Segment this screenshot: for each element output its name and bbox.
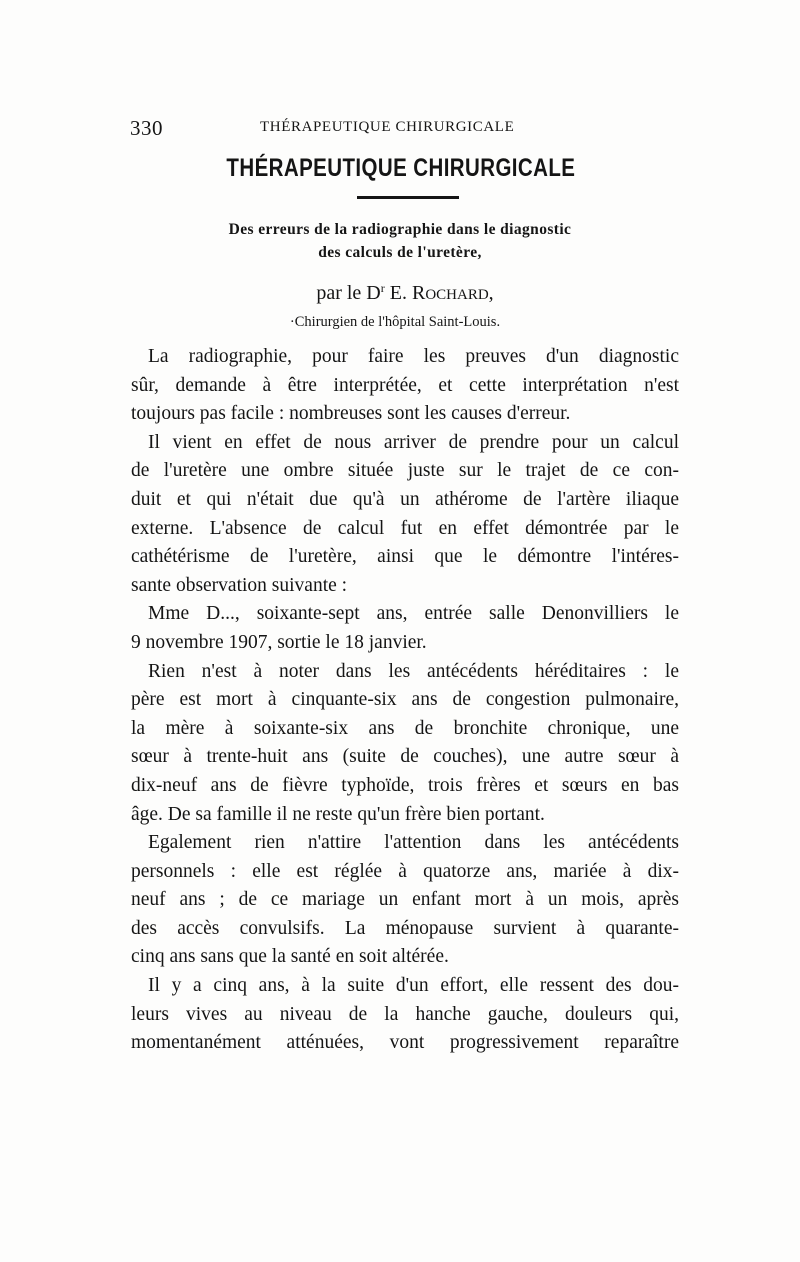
byline-prefix: par le D — [316, 282, 381, 304]
body-line: cathétérisme de l'uretère, ainsi que le démontre l'intéres- — [131, 546, 679, 568]
byline-superscript: r — [380, 281, 385, 295]
body-line: leurs vives au niveau de la hanche gauche, douleurs qui, — [131, 1003, 679, 1025]
article-title — [0, 218, 800, 264]
body-line: Mme D..., soixante-sept ans, entrée salle Denonvilliers le — [148, 603, 679, 625]
body-line: personnels : elle est réglée à quatorze ans, mariée à dix- — [131, 860, 679, 882]
body-line: sûr, demande à être interprétée, et cette interprétation n'est — [131, 374, 679, 396]
byline-surname-rest: OCHARD — [425, 287, 489, 303]
body-line: sœur à trente-huit ans (suite de couches), une autre sœur à — [131, 746, 679, 768]
body-line: dix-neuf ans de fièvre typhoïde, trois frères et sœurs en bas — [131, 774, 679, 796]
title-divider — [357, 196, 459, 199]
body-line: Rien n'est à noter dans les antécédents héréditaires : le — [148, 660, 679, 682]
author-affiliation: ·Chirurgien de l'hôpital Saint-Louis. — [289, 314, 501, 330]
article-body — [131, 343, 679, 1058]
article-title-line-2: des calculs de l'uretère, — [318, 244, 482, 261]
page-number: 330 — [130, 116, 163, 140]
running-title: THÉRAPEUTIQUE CHIRURGICALE — [260, 119, 515, 135]
body-line: Egalement rien n'attire l'attention dans les antécédents — [148, 832, 679, 854]
body-line: momentanément atténuées, vont progressivement reparaître — [131, 1032, 679, 1054]
body-line: externe. L'absence de calcul fut en effet démontrée par le — [131, 517, 679, 539]
body-line: neuf ans ; de ce mariage un enfant mort à un mois, après — [131, 889, 679, 911]
body-line: Il y a cinq ans, à la suite d'un effort, elle ressent des dou- — [148, 975, 679, 997]
article-title-line-1: Des erreurs de la radiographie dans le diagnostic — [228, 221, 572, 238]
body-line: cinq ans sans que la santé en soit altérée. — [131, 946, 449, 968]
running-head — [130, 116, 678, 140]
body-line: des accès convulsifs. La ménopause survient à quarante- — [131, 917, 679, 939]
body-line: sante observation suivante : — [131, 574, 348, 596]
byline-surname-initial: R — [411, 282, 426, 304]
body-line: la mère à soixante-six ans de bronchite chronique, une — [131, 717, 679, 739]
body-line: 9 novembre 1907, sortie le 18 janvier. — [131, 631, 427, 653]
byline-initial: E. — [389, 282, 407, 304]
body-line: âge. De sa famille il ne reste qu'un frère bien portant. — [131, 803, 545, 825]
body-line: père est mort à cinquante-six ans de congestion pulmonaire, — [131, 689, 679, 711]
section-title: THÉRAPEUTIQUE CHIRURGICALE — [226, 154, 576, 182]
body-line: La radiographie, pour faire les preuves d'un diagnostic — [148, 346, 679, 367]
author-byline — [0, 281, 800, 305]
body-line: duit et qui n'était due qu'à un athérome de l'artère iliaque — [131, 488, 679, 510]
body-line: de l'uretère une ombre située juste sur le trajet de ce con- — [131, 460, 679, 482]
byline-suffix: , — [488, 282, 494, 304]
body-line: toujours pas facile : nombreuses sont les causes d'erreur. — [131, 403, 571, 425]
body-line: Il vient en effet de nous arriver de prendre pour un calcul — [148, 431, 679, 453]
